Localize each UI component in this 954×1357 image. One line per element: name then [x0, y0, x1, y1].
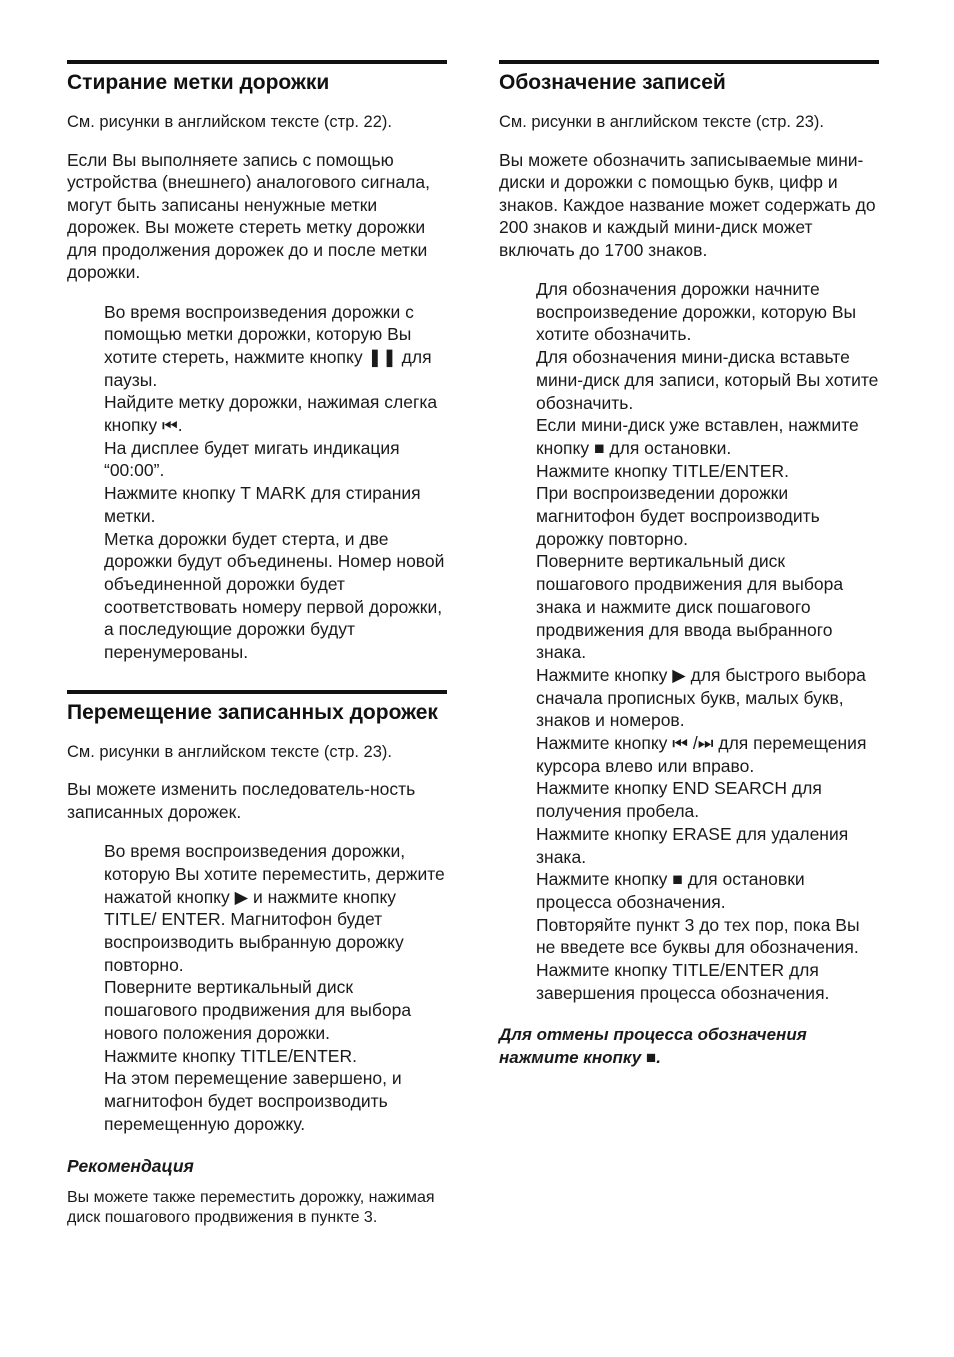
section-title: Перемещение записанных дорожек — [67, 700, 438, 724]
step-text: Для обозначения дорожки начните воспроизведение дорожки, которую Вы хотите обозначить. — [536, 279, 857, 345]
step-text: Поверните вертикальный диск пошагового продвижения для выбора знака и нажмите диск пошагового продвижения для ввода выбранного знака. — [536, 551, 844, 663]
step-text: При воспроизведении дорожки магнитофон будет воспроизводить дорожку повторно. — [536, 483, 820, 549]
figure-reference: См. рисунки в английском тексте (стр. 23). — [67, 742, 392, 761]
section-labeling-recordings — [499, 60, 879, 1069]
cancel-note: Для отмены процесса обозначения нажмите кнопку ■. — [499, 1024, 807, 1067]
step-text: Нажмите кнопку END SEARCH для получения пробела. — [536, 778, 822, 822]
steps-list — [104, 301, 447, 664]
step-text: Если мини-диск уже вставлен, нажмите кнопку ■ для остановки. — [536, 415, 859, 458]
step-text: Поверните вертикальный диск пошагового продвижения для выбора нового положения дорожки. — [104, 977, 412, 1043]
step-text: Метка дорожки будет стерта, и две дорожки будут объединены. Номер новой объединенной дорожки будет соответствовать номеру первой дорожки, а последующие дорожки будут перенумерованы. — [104, 528, 445, 663]
step-text: Нажмите кнопку TITLE/ENTER для завершения процесса обозначения. — [536, 960, 830, 1003]
step-text: Во время воспроизведения дорожки с помощью метки дорожки, которую Вы хотите стереть, нажмите кнопку ❚❚ для паузы. — [104, 301, 432, 390]
step-text: Нажмите кнопку TITLE/ENTER. — [104, 1045, 357, 1066]
section-erase-track-mark — [67, 60, 447, 664]
section-title: Стирание метки дорожки — [67, 71, 330, 94]
intro-paragraph: Вы можете изменить последователь-ность записанных дорожек. — [67, 779, 416, 822]
step-text: На дисплее будет мигать индикация “00:00”. — [104, 437, 400, 481]
step-text: Нажмите кнопку TITLE/ENTER. — [536, 460, 789, 481]
step-text: Нажмите кнопку ERASE для удаления знака. — [536, 823, 849, 867]
figure-reference: См. рисунки в английском тексте (стр. 22). — [67, 113, 392, 131]
step-text: Нажмите кнопку ⏮ /⏭ для перемещения курсора влево или вправо. — [536, 733, 867, 776]
step-text: Найдите метку дорожки, нажимая слегка кнопку ⏮. — [104, 392, 438, 436]
step-text: Во время воспроизведения дорожки, которую Вы хотите переместить, держите нажатой кнопку ▶ и нажмите кнопку TITLE/ ENTER. Магнитофон будет воспроизводить выбранную дорожку повторно. — [104, 841, 445, 975]
step-text: Нажмите кнопку T MARK для стирания метки. — [104, 483, 421, 526]
section-title: Обозначение записей — [499, 71, 726, 94]
section-move-tracks — [67, 690, 447, 1229]
figure-reference: См. рисунки в английском тексте (стр. 23). — [499, 113, 824, 131]
tip-heading: Рекомендация — [67, 1156, 194, 1177]
step-text: Нажмите кнопку ▶ для быстрого выбора сначала прописных букв, малых букв, знаков и номеров. — [536, 664, 866, 731]
step-text: Нажмите кнопку ■ для остановки процесса обозначения. — [536, 869, 805, 912]
left-column — [67, 60, 447, 1229]
intro-paragraph: Если Вы выполняете запись с помощью устройства (внешнего) аналогового сигнала, могут быть записаны ненужные метки дорожек. Вы можете стереть метку дорожки для продолжения дорожек до и после метки дорожки. — [67, 149, 430, 282]
step-text: Для обозначения мини-диска вставьте мини-диск для записи, который Вы хотите обозначить. — [536, 347, 879, 413]
step-text: На этом перемещение завершено, и магнитофон будет воспроизводить перемещенную дорожку. — [104, 1068, 402, 1134]
steps-list — [536, 278, 879, 1005]
steps-list — [104, 840, 447, 1135]
tip-text: Вы можете также переместить дорожку, нажимая диск пошагового продвижения в пункте 3. — [67, 1188, 435, 1227]
right-column — [499, 60, 879, 1069]
step-text: Повторяйте пункт 3 до тех пор, пока Вы не введете все буквы для обозначения. — [536, 914, 860, 958]
intro-paragraph: Вы можете обозначить записываемые мини-диски и дорожки с помощью букв, цифр и знаков. Каждое название может содержать до 200 знаков и каждый мини-диск может включать до 1700 знаков. — [499, 149, 876, 260]
